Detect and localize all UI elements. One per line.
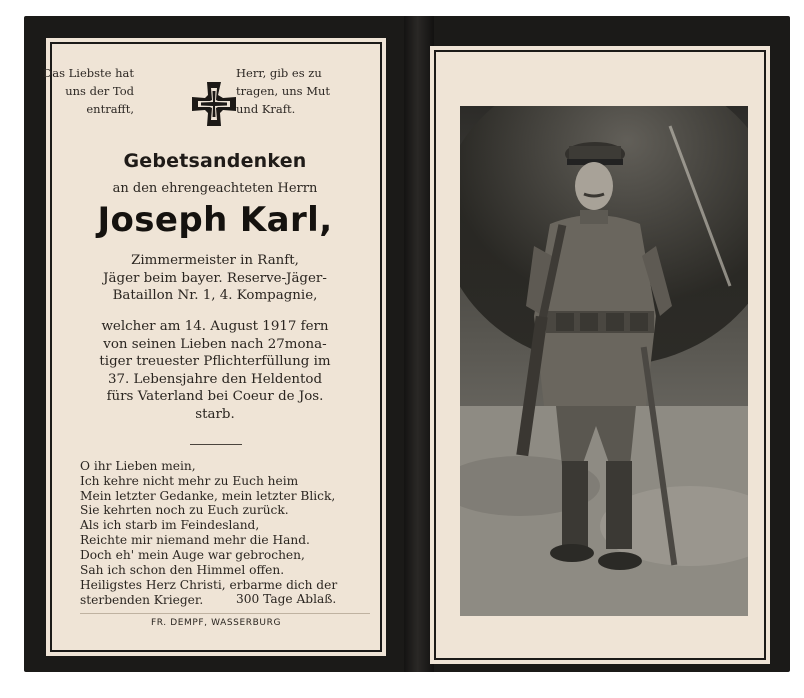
poem-line: O ihr Lieben mein,	[80, 459, 196, 473]
iron-cross-icon	[190, 80, 238, 128]
indulgence-text: 300 Tage Ablaß.	[236, 592, 337, 606]
prayer-line: sterbenden Krieger.	[80, 592, 204, 607]
verse-line: tragen, uns Mut	[236, 84, 331, 98]
poem-line: Ich kehre nicht mehr zu Euch heim	[80, 473, 299, 488]
occupation-block	[48, 252, 382, 305]
poem-line: Als ich starb im Feindesland,	[80, 518, 260, 533]
poem-line: Sie kehrten noch zu Euch zurück.	[80, 503, 289, 518]
occupation-line: Zimmermeister in Ranft,	[131, 253, 299, 268]
occupation-line: Bataillon Nr. 1, 4. Kompagnie,	[112, 288, 318, 303]
prayer-line: Heiligstes Herz Christi, erbarme dich der	[80, 578, 338, 592]
card-heading: Gebetsandenken	[123, 150, 307, 172]
divider	[190, 444, 242, 445]
verse-line: und Kraft.	[236, 102, 296, 116]
occupation-line: Jäger beim bayer. Reserve-Jäger-	[103, 270, 327, 286]
detail-line: tiger treuester Pflichterfüllung im	[99, 354, 331, 369]
detail-line: fürs Vaterland bei Coeur de Jos.	[106, 389, 324, 404]
detail-line: 37. Lebensjahre den Heldentod	[107, 371, 323, 387]
detail-line: von seinen Lieben nach 27mona-	[103, 336, 327, 352]
death-detail-block	[48, 318, 382, 423]
poem-line: Sah ich schon den Himmel offen.	[80, 562, 285, 577]
deceased-name: Joseph Karl,	[97, 200, 333, 240]
top-right-verse	[236, 64, 336, 118]
verse-line: Das Liebste hat	[43, 66, 134, 80]
soldier-photo	[460, 106, 748, 616]
printer-imprint: FR. DEMPF, WASSERBURG	[150, 618, 282, 628]
detail-line: starb.	[195, 406, 235, 422]
verse-line: Herr, gib es zu	[236, 66, 322, 80]
verse-line: uns der Tod	[65, 84, 134, 98]
poem-line: Doch eh' mein Auge war gebrochen,	[80, 547, 305, 562]
intro-line: an den ehrengeachteten Herrn	[112, 181, 318, 196]
verse-line: entrafft,	[86, 102, 134, 116]
top-left-verse	[30, 64, 134, 118]
detail-line: welcher am 14. August 1917 fern	[101, 319, 329, 334]
poem-block	[80, 459, 376, 577]
poem-line: Mein letzter Gedanke, mein letzter Blick,	[80, 488, 336, 503]
poem-line: Reichte mir niemand mehr die Hand.	[80, 532, 310, 547]
footer-divider	[80, 613, 370, 614]
